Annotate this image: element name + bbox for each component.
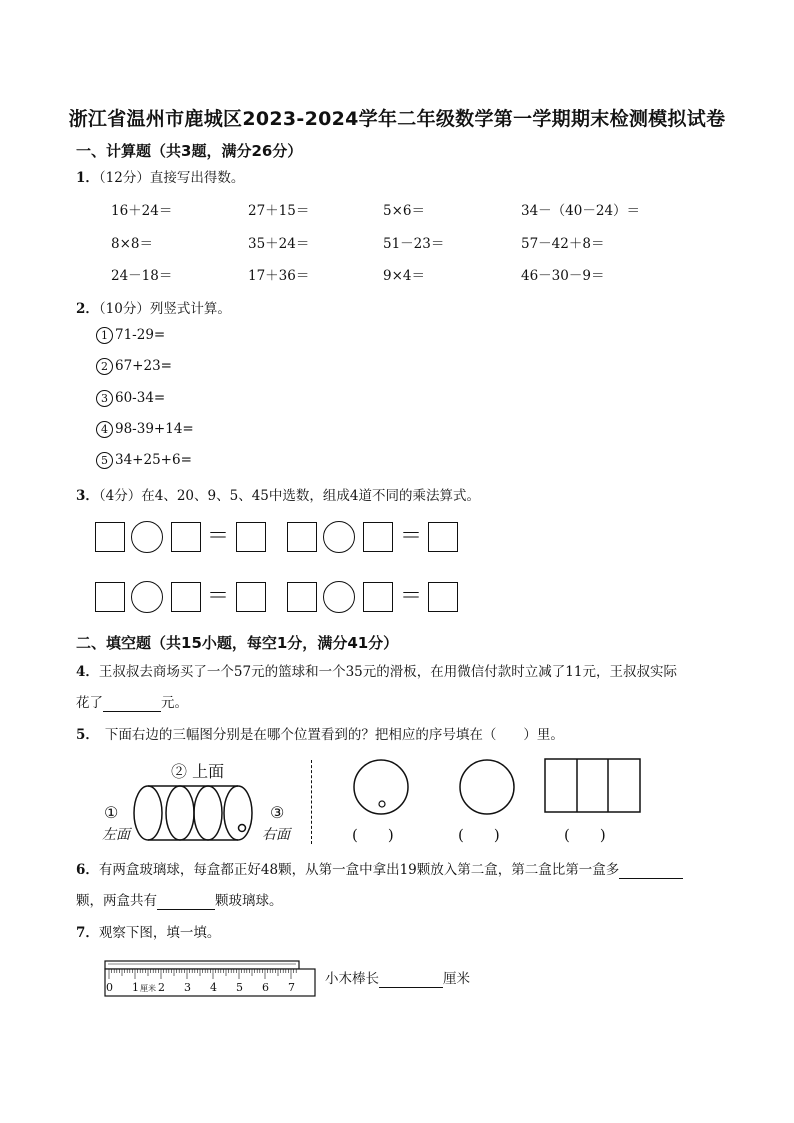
expression: 67+23= [115, 358, 172, 374]
question-5 [76, 723, 564, 743]
expression: 34+25+6= [115, 452, 192, 468]
operator-circle[interactable] [323, 521, 355, 553]
view-rectangles [543, 757, 643, 815]
question-text: 颗玻璃球。 [215, 893, 283, 909]
question-text: 元。 [161, 695, 188, 711]
question-text: 王叔叔去商场买了一个57元的篮球和一个35元的滑板，在用微信付款时立减了11元，王叔叔实际 [98, 664, 677, 680]
view-circle-plain [457, 758, 519, 818]
answer-blank[interactable] [157, 893, 215, 910]
answer-box[interactable] [363, 582, 393, 612]
answer-box[interactable] [428, 582, 458, 612]
answer-box[interactable] [171, 522, 201, 552]
calc-item: 57－42＋8＝ [521, 236, 605, 252]
ruler-labels [104, 981, 314, 995]
ruler-tick-label: 4 [210, 981, 217, 994]
question-6 [76, 858, 683, 879]
answer-box[interactable] [287, 582, 317, 612]
stick-length-answer [325, 967, 470, 988]
answer-blank[interactable] [619, 862, 683, 879]
vertical-calc-item [96, 452, 192, 469]
calc-item: 5×6＝ [383, 203, 425, 219]
answer-box[interactable] [236, 582, 266, 612]
question-4 [76, 660, 677, 680]
vertical-calc-item [96, 358, 172, 375]
calc-item: 34－（40－24）＝ [521, 203, 641, 219]
ruler-unit-label: 厘米 [140, 984, 156, 993]
circled-number: 3 [96, 390, 113, 407]
answer-box[interactable] [171, 582, 201, 612]
position-label-top [171, 759, 224, 782]
calc-item: 9×4＝ [383, 268, 425, 284]
operator-circle[interactable] [131, 581, 163, 613]
calc-item: 17＋36＝ [248, 268, 310, 284]
question-number: 7． [76, 925, 99, 941]
answer-parentheses[interactable]: ( ) [458, 826, 500, 844]
vertical-calc-item [96, 390, 165, 407]
dashed-divider [311, 760, 312, 844]
ruler-tick-label: 6 [262, 981, 269, 994]
calc-item: 16＋24＝ [111, 203, 173, 219]
position-label-right-num: ③ [270, 803, 285, 822]
question-number: 4． [76, 664, 99, 680]
ruler-tick-label: 5 [236, 981, 243, 994]
calc-item: 46－30－9＝ [521, 268, 605, 284]
view-circle-with-dot [351, 758, 413, 818]
question-2 [76, 297, 231, 317]
calc-item: 24－18＝ [111, 268, 173, 284]
answer-box[interactable] [287, 522, 317, 552]
position-label-left: 左面 [102, 827, 130, 843]
section-heading-calculation: 一、计算题（共3题，满分26分） [76, 142, 303, 160]
calc-item: 35＋24＝ [248, 236, 310, 252]
label-number: ② [171, 762, 188, 781]
label-text: 上面 [192, 762, 225, 781]
equals-sign: ＝ [207, 524, 230, 549]
answer-box[interactable] [428, 522, 458, 552]
position-label-right: 右面 [262, 827, 290, 843]
question-text: 有两盒玻璃球，每盒都正好48颗，从第一盒中拿出19颗放入第二盒，第二盒比第一盒多 [98, 862, 620, 878]
equals-sign: ＝ [400, 584, 423, 609]
operator-circle[interactable] [323, 581, 355, 613]
ruler-tick-label: 0 [106, 981, 113, 994]
question-3 [76, 484, 480, 504]
circled-number: 2 [96, 358, 113, 375]
question-1 [76, 166, 244, 186]
question-number: 6． [76, 862, 99, 878]
operator-circle[interactable] [131, 521, 163, 553]
answer-parentheses[interactable]: ( ) [564, 826, 606, 844]
question-4-line2 [76, 691, 188, 712]
circled-number: 4 [96, 421, 113, 438]
ruler-tick-label: 7 [288, 981, 295, 994]
question-text: 下面右边的三幅图分别是在哪个位置看到的？把相应的序号填在（ ）里。 [104, 727, 564, 743]
question-number: 2． [76, 301, 99, 317]
cylinder-illustration [128, 782, 264, 844]
question-number: 3． [76, 488, 99, 504]
equals-sign: ＝ [400, 524, 423, 549]
expression: 60-34= [115, 390, 166, 406]
answer-box[interactable] [95, 582, 125, 612]
answer-box[interactable] [95, 522, 125, 552]
position-label-left-num: ① [104, 803, 119, 822]
answer-box[interactable] [236, 522, 266, 552]
question-7 [76, 921, 220, 941]
expression: 98-39+14= [115, 421, 194, 437]
circled-number: 5 [96, 452, 113, 469]
calc-item: 51－23＝ [383, 236, 445, 252]
calc-item: 8×8＝ [111, 236, 153, 252]
section-heading-fill-in: 二、填空题（共15小题，每空1分，满分41分） [76, 634, 399, 652]
ruler-tick-label: 2 [158, 981, 165, 994]
answer-parentheses[interactable]: ( ) [352, 826, 394, 844]
answer-blank[interactable] [379, 971, 443, 988]
question-text: 观察下图，填一填。 [98, 925, 221, 941]
answer-unit: 厘米 [443, 971, 470, 987]
question-text: （10分）列竖式计算。 [98, 301, 231, 317]
question-text: （4分）在4、20、9、5、45中选数，组成4道不同的乘法算式。 [98, 488, 480, 504]
wooden-stick [105, 961, 299, 969]
answer-blank[interactable] [103, 695, 161, 712]
page-title: 浙江省温州市鹿城区2023-2024学年二年级数学第一学期期末检测模拟试卷 [68, 108, 726, 130]
vertical-calc-item [96, 421, 194, 438]
question-text: 花了 [76, 695, 103, 711]
question-number: 1． [76, 170, 99, 186]
question-6-line2 [76, 889, 283, 910]
ruler-tick-label: 1 [132, 981, 139, 994]
circled-number: 1 [96, 327, 113, 344]
expression: 71-29= [115, 327, 166, 343]
equals-sign: ＝ [207, 584, 230, 609]
ruler-tick-label: 3 [184, 981, 191, 994]
answer-box[interactable] [363, 522, 393, 552]
question-number: 5． [76, 727, 99, 743]
answer-prefix: 小木棒长 [325, 971, 379, 987]
vertical-calc-item [96, 327, 165, 344]
question-text: （12分）直接写出得数。 [98, 170, 245, 186]
question-text: 颗，两盒共有 [76, 893, 157, 909]
calc-item: 27＋15＝ [248, 203, 310, 219]
